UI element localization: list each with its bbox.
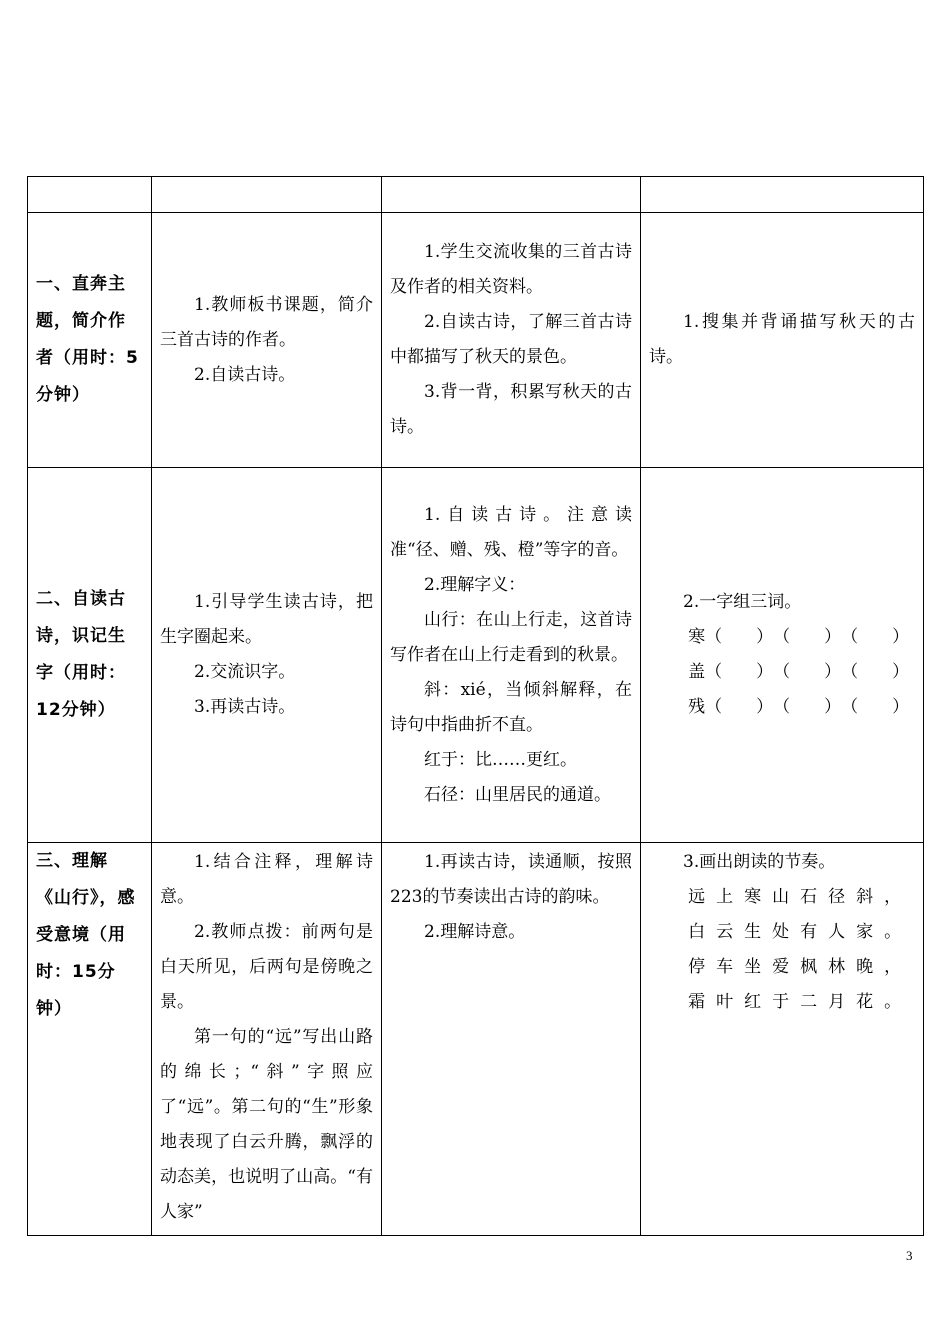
exercise-item: 1.搜集并背诵描写秋天的古诗。 (649, 312, 915, 367)
exercise-title: 2.一字组三词。 (683, 592, 802, 612)
blank: （ ） (841, 627, 910, 647)
student-step: 1.自读古诗。注意读准“径、赠、残、橙”等字的音。 (390, 504, 632, 560)
stage-cell (28, 213, 152, 468)
teacher-step: 2.教师点拨：前两句是白天所见，后两句是傍晚之景。 (160, 922, 373, 1012)
blank: （ ） (841, 662, 910, 682)
table-header-row (28, 177, 924, 213)
exercise-cell (641, 468, 924, 843)
poem-line: 白云生处有人家。 (688, 922, 913, 942)
header-cell-3 (382, 177, 641, 213)
table-row (28, 468, 924, 843)
student-cell (382, 843, 641, 1236)
blank: （ ） (705, 697, 774, 717)
exercise-cell (641, 213, 924, 468)
student-step: 3.背一背，积累写秋天的古诗。 (390, 382, 632, 437)
exercise-char: 寒 (688, 627, 706, 647)
lesson-plan-table (27, 176, 924, 1236)
stage-cell (28, 843, 152, 1236)
student-step: 2.理解字义： (424, 574, 526, 595)
table-row (28, 843, 924, 1236)
page-number: 3 (906, 1248, 913, 1263)
student-step: 1.学生交流收集的三首古诗及作者的相关资料。 (390, 242, 632, 297)
student-step: 2.自读古诗，了解三首古诗中都描写了秋天的景色。 (390, 312, 632, 367)
poem-line: 霜叶红于二月花。 (688, 992, 913, 1012)
exercise-char: 盖 (688, 662, 706, 682)
teacher-step: 1.教师板书课题，简介三首古诗的作者。 (160, 294, 373, 350)
blank: （ ） (773, 697, 842, 717)
word-blank-row (688, 620, 915, 655)
student-cell (382, 213, 641, 468)
blank: （ ） (773, 627, 842, 647)
blank: （ ） (841, 697, 910, 717)
stage-label: 一、直奔主题，简介作者（用时：5分钟） (36, 274, 139, 405)
teacher-cell (152, 468, 382, 843)
header-cell-1 (28, 177, 152, 213)
blank: （ ） (705, 627, 774, 647)
header-cell-2 (152, 177, 382, 213)
header-cell-4 (641, 177, 924, 213)
student-step: 山行：在山上行走，这首诗写作者在山上行走看到的秋景。 (390, 609, 632, 665)
student-step: 石径：山里居民的通道。 (424, 784, 611, 805)
stage-label: 三、理解《山行》，感受意境（用时：15分钟） (36, 851, 136, 1019)
teacher-step: 2.自读古诗。 (194, 364, 296, 385)
teacher-step: 3.再读古诗。 (194, 697, 296, 717)
exercise-title: 3.画出朗读的节奏。 (683, 852, 836, 872)
word-blank-row (688, 690, 915, 725)
teacher-step: 1.结合注释，理解诗意。 (160, 852, 373, 907)
stage-label: 二、自读古诗，识记生字（用时：12分钟） (36, 589, 126, 720)
poem-line: 远上寒山石径斜， (688, 887, 913, 907)
exercise-char: 残 (688, 697, 706, 717)
teacher-cell (152, 213, 382, 468)
blank: （ ） (773, 662, 842, 682)
student-step: 2.理解诗意。 (424, 922, 526, 942)
poem-line: 停车坐爱枫林晚， (688, 957, 913, 977)
teacher-step: 第一句的“远”写出山路的绵长；“斜”字照应了“远”。第二句的“生”形象地表现了白云升腾，飘浮的动态美，也说明了山高。“有人家” (160, 1027, 373, 1222)
word-blank-row (688, 655, 915, 690)
student-step: 斜：xié，当倾斜解释，在诗句中指曲折不直。 (390, 679, 632, 735)
teacher-cell (152, 843, 382, 1236)
student-step: 1.再读古诗，读通顺，按照223的节奏读出古诗的韵味。 (390, 852, 632, 907)
teacher-step: 2.交流识字。 (194, 662, 296, 682)
student-step: 红于：比……更红。 (424, 749, 577, 770)
student-cell (382, 468, 641, 843)
stage-cell (28, 468, 152, 843)
exercise-cell (641, 843, 924, 1236)
blank: （ ） (705, 662, 774, 682)
teacher-step: 1.引导学生读古诗，把生字圈起来。 (160, 592, 373, 647)
table-row (28, 213, 924, 468)
